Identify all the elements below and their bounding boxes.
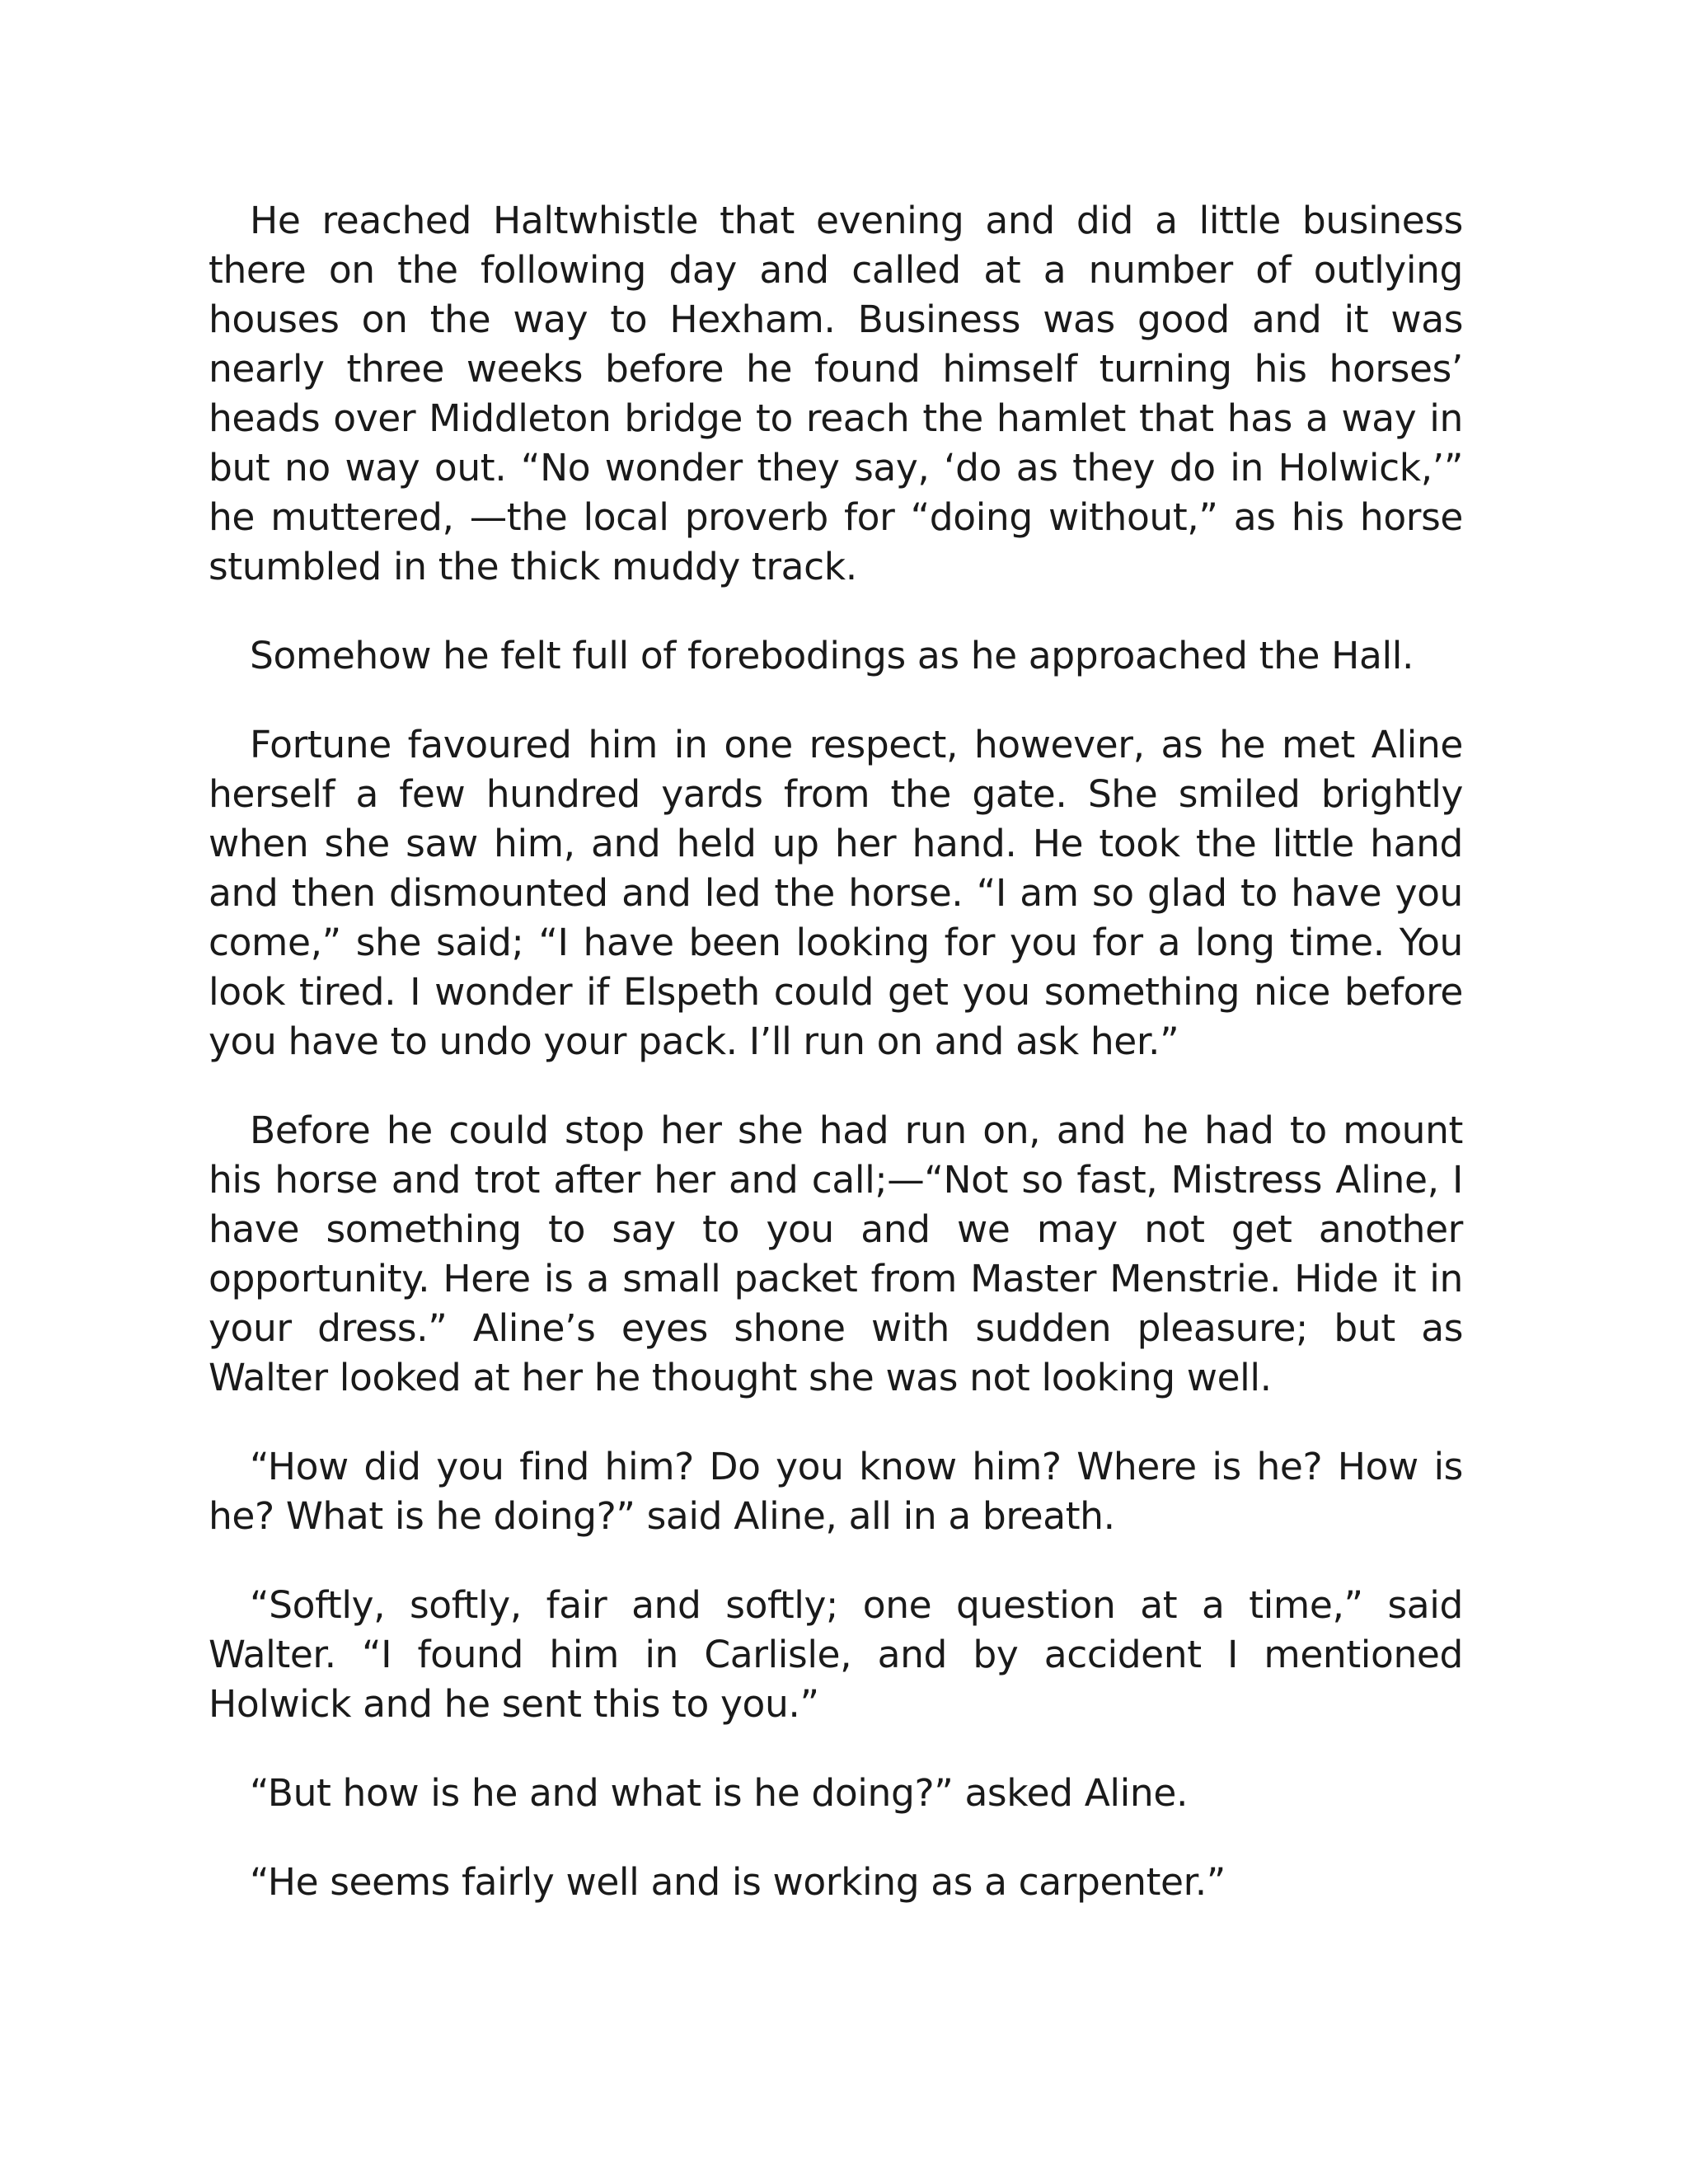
paragraph-2: Somehow he felt full of forebodings as he approached the Hall. — [250, 634, 1414, 677]
paragraph-7: “But how is he and what is he doing?” asked Aline. — [250, 1771, 1189, 1815]
paragraph-5: “How did you find him? Do you know him? Where is he? How is he? What is he doing?” said Aline, all in a breath. — [209, 1445, 1463, 1538]
paragraph-8: “He seems fairly well and is working as a carpenter.” — [250, 1860, 1226, 1904]
paragraph-3: Fortune favoured him in one respect, however, as he met Aline herself a few hundred yards from the gate. She smiled brightly when she saw him, and held up her hand. He took the little hand and then dismounted and led the horse. “I am so glad to have you come,” she said; “I have been looking for you for a long time. You look tired. I wonder if Elspeth could get you something nice before you have to undo your pack. I’ll run on and ask her.” — [209, 723, 1463, 1063]
paragraph-4: Before he could stop her she had run on, and he had to mount his horse and trot after her and call;—“Not so fast, Mistress Aline, I have something to say to you and we may not get another opportunity. Here is a small packet from Master Menstrie. Hide it in your dress.” Aline’s eyes shone with sudden pleasure; but as Walter looked at her he thought she was not looking well. — [209, 1108, 1463, 1399]
page-body — [209, 196, 1463, 1947]
paragraph-6: “Softly, softly, fair and softly; one question at a time,” said Walter. “I found him in Carlisle, and by accident I mentioned Holwick and he sent this to you.” — [209, 1583, 1463, 1726]
paragraph-1: He reached Haltwhistle that evening and did a little business there on the following day and called at a number of outlying houses on the way to Hexham. Business was good and it was nearly three weeks before he found himself turning his horses’ heads over Middleton bridge to reach the hamlet that has a way in but no way out. “No wonder they say, ‘do as they do in Holwick,’” he muttered, —the local proverb for “doing without,” as his horse stumbled in the thick muddy track. — [209, 199, 1463, 588]
